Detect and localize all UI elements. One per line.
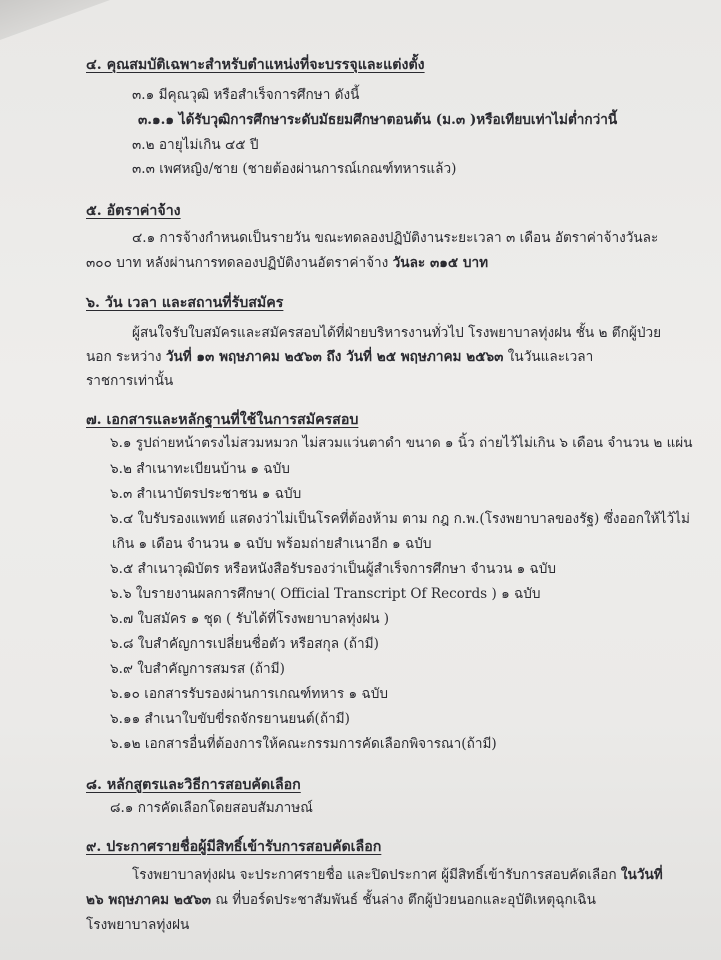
document-item: ๖.๔ ใบรับรองแพทย์ แสดงว่าไม่เป็นโรคที่ต้องห้าม ตาม กฎ ก.พ.(โรงพยาบาลของรัฐ) ซึ่งออกให้ไว้ไม่	[110, 511, 690, 527]
section-7-heading: ๗. เอกสารและหลักฐานที่ใช้ในการสมัครสอบ	[86, 412, 359, 428]
section-5-line-2	[86, 254, 488, 272]
section-9-line-3: โรงพยาบาลทุ่งฝน	[86, 917, 190, 933]
section-4-item-2: ๓.๒ อายุไม่เกิน ๔๕ ปี	[132, 137, 259, 153]
document-item: ๖.๕ สำเนาวุฒิบัตร หรือหนังสือรับรองว่าเป็นผู้สำเร็จการศึกษา จำนวน ๑ ฉบับ	[110, 561, 557, 577]
document-item: ๖.๘ ใบสำคัญการเปลี่ยนชื่อตัว หรือสกุล (ถ้ามี)	[110, 636, 379, 652]
section-6-line-2-text: นอก ระหว่าง	[86, 349, 166, 365]
section-6-line-1: ผู้สนใจรับใบสมัครและสมัครสอบได้ที่ฝ่ายบริหารงานทั่วไป โรงพยาบาลทุ่งฝน ชั้น ๒ ตึกผู้ป่วย	[132, 325, 662, 341]
application-dates: วันที่ ๑๓ พฤษภาคม ๒๕๖๓ ถึง วันที่ ๒๕ พฤษภาคม ๒๕๖๓	[165, 349, 504, 365]
section-4-item-3: ๓.๓ เพศหญิง/ชาย (ชายต้องผ่านการณ์เกณฑ์ทหารแล้ว)	[132, 161, 457, 177]
document-item: ๖.๑๐ เอกสารรับรองผ่านการเกณฑ์ทหาร ๑ ฉบับ	[110, 686, 388, 702]
section-6-line-2	[86, 348, 593, 366]
document-item: ๖.๙ ใบสำคัญการสมรส (ถ้ามี)	[110, 661, 285, 677]
section-6-line-3: ราชการเท่านั้น	[86, 373, 174, 389]
section-5-line-1: ๔.๑ การจ้างกำหนดเป็นรายวัน ขณะทดลองปฏิบัติงานระยะเวลา ๓ เดือน อัตราค่าจ้างวันละ	[132, 230, 659, 246]
section-5-heading: ๕. อัตราค่าจ้าง	[86, 203, 181, 219]
document-item: ๖.๑๒ เอกสารอื่นที่ต้องการให้คณะกรรมการคัดเลือกพิจารณา(ถ้ามี)	[110, 736, 497, 752]
document-item-continuation: เกิน ๑ เดือน จำนวน ๑ ฉบับ พร้อมถ่ายสำเนาอีก ๑ ฉบับ	[112, 536, 432, 552]
section-4-item-1: ๓.๑ มีคุณวุฒิ หรือสำเร็จการศึกษา ดังนี้	[132, 87, 360, 103]
section-6-heading: ๖. วัน เวลา และสถานที่รับสมัคร	[86, 295, 284, 311]
document-item: ๖.๗ ใบสมัคร ๑ ชุด ( รับได้ที่โรงพยาบาลทุ่งฝน )	[110, 611, 390, 627]
document-item: ๖.๖ ใบรายงานผลการศึกษา( Official Transcript Of Records ) ๑ ฉบับ	[110, 586, 541, 602]
section-5-line-2-text: ๓๐๐ บาท หลังผ่านการทดลองปฏิบัติงานอัตราค่าจ้าง	[86, 255, 393, 271]
daily-wage: วันละ ๓๑๕ บาท	[392, 255, 489, 271]
section-9-line-1-text: โรงพยาบาลทุ่งฝน จะประกาศรายชื่อ และปิดประกาศ ผู้มีสิทธิ์เข้ารับการสอบคัดเลือก	[132, 867, 621, 883]
section-8-heading: ๘. หลักสูตรและวิธีการสอบคัดเลือก	[86, 777, 301, 793]
page-fold-shadow	[0, 0, 110, 40]
section-9-heading: ๙. ประกาศรายชื่อผู้มีสิทธิ์เข้ารับการสอบคัดเลือก	[86, 839, 382, 855]
section-9-line-1	[132, 866, 663, 884]
section-8-item-1: ๘.๑ การคัดเลือกโดยสอบสัมภาษณ์	[110, 800, 313, 816]
document-item: ๖.๒ สำเนาทะเบียนบ้าน ๑ ฉบับ	[110, 461, 290, 477]
section-9-line-2-text: ณ ที่บอร์ดประชาสัมพันธ์ ชั้นล่าง ตึกผู้ป่วยนอกและอุบัติเหตุฉุกเฉิน	[211, 892, 596, 908]
section-9-line-1-bold: ในวันที่	[620, 867, 663, 883]
announcement-date: ๒๖ พฤษภาคม ๒๕๖๓	[86, 892, 212, 908]
document-item: ๖.๓ สำเนาบัตรประชาชน ๑ ฉบับ	[110, 486, 302, 502]
section-6-line-2-tail: ในวันและเวลา	[503, 349, 594, 365]
document-item: ๖.๑ รูปถ่ายหน้าตรงไม่สวมหมวก ไม่สวมแว่นตาดำ ขนาด ๑ นิ้ว ถ่ายไว้ไม่เกิน ๖ เดือน จำนวน ๒ แผ่น	[110, 435, 693, 451]
section-9-line-2	[86, 891, 596, 909]
section-4-heading: ๔. คุณสมบัติเฉพาะสำหรับตำแหน่งที่จะบรรจุและแต่งตั้ง	[86, 57, 425, 73]
document-item: ๖.๑๑ สำเนาใบขับขี่รถจักรยานยนต์(ถ้ามี)	[110, 711, 350, 727]
section-4-item-1-1: ๓.๑.๑ ได้รับวุฒิการศึกษาระดับมัธยมศึกษาตอนต้น (ม.๓ )หรือเทียบเท่าไม่ต่ำกว่านี้	[138, 112, 618, 128]
